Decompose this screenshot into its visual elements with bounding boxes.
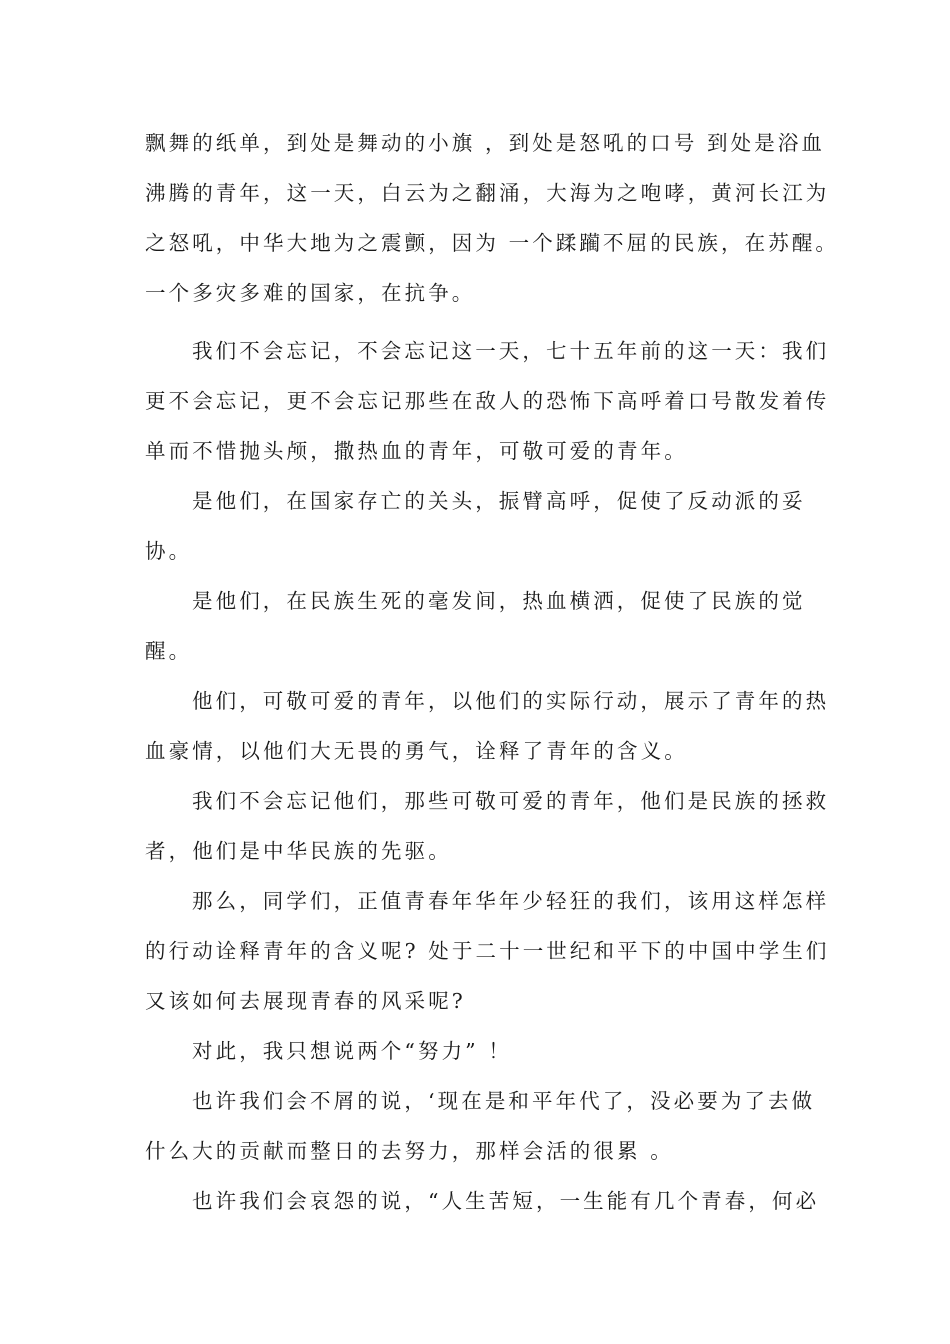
text-line-8: 是他们，在国家存亡的关头，振臂高呼，促使了反动派的妥 <box>192 489 806 513</box>
text-line-6: 更不会忘记，更不会忘记那些在敌人的恐怖下高呼着口号散发着传 <box>145 389 830 413</box>
text-line-4: 一个多灾多难的国家，在抗争。 <box>145 281 476 305</box>
text-line-12: 他们，可敬可爱的青年，以他们的实际行动，展示了青年的热 <box>192 689 830 713</box>
text-line-9: 协。 <box>145 539 193 563</box>
text-line-1: 飘舞的纸单，到处是舞动的小旗 ，到处是怒吼的口号 到处是浴血 <box>145 131 826 155</box>
text-line-11: 醒。 <box>145 639 193 663</box>
text-line-16: 那么，同学们，正值青春年华年少轻狂的我们，该用这样怎样 <box>192 889 830 913</box>
text-line-7: 单而不惜抛头颅，撒热血的青年，可敬可爱的青年。 <box>145 439 688 463</box>
text-line-2: 沸腾的青年，这一天，白云为之翻涌，大海为之咆哮，黄河长江为 <box>145 181 830 205</box>
text-line-13: 血豪情，以他们大无畏的勇气，诠释了青年的含义。 <box>145 739 688 763</box>
text-line-20: 也许我们会不屑的说，‘现在是和平年代了，没必要为了去做 <box>192 1089 816 1113</box>
text-line-14: 我们不会忘记他们，那些可敬可爱的青年，他们是民族的拯救 <box>192 789 830 813</box>
text-line-18: 又该如何去展现青春的风采呢? <box>145 989 466 1013</box>
text-line-5: 我们不会忘记，不会忘记这一天，七十五年前的这一天：我们 <box>192 339 830 363</box>
text-line-3: 之怒吼，中华大地为之震颤，因为 一个蹂躏不屈的民族，在苏醒。 <box>145 231 840 255</box>
text-line-21: 什么大的贡献而整日的去努力，那样会活的很累 。 <box>145 1139 674 1163</box>
text-line-10: 是他们，在民族生死的毫发间，热血横洒，促使了民族的觉 <box>192 589 806 613</box>
text-line-22: 也许我们会哀怨的说，“人生苦短，一生能有几个青春，何必 <box>192 1189 820 1213</box>
text-line-19: 对此，我只想说两个“努力” ！ <box>192 1039 512 1063</box>
text-line-17: 的行动诠释青年的含义呢? 处于二十一世纪和平下的中国中学生们 <box>145 939 830 963</box>
text-line-15: 者，他们是中华民族的先驱。 <box>145 839 452 863</box>
